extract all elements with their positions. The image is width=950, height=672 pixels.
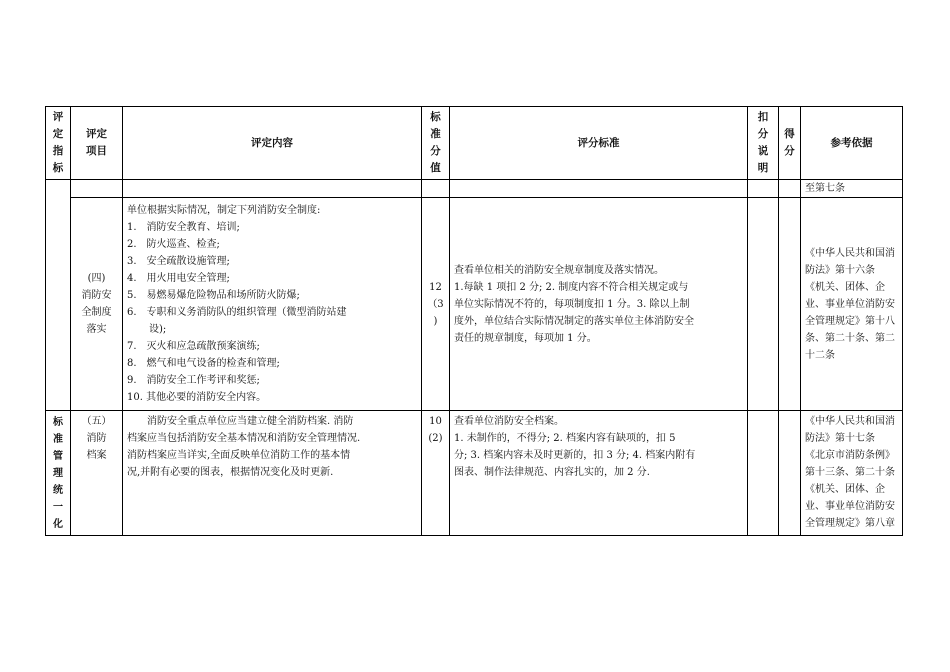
score-cell: 10 (2) — [422, 411, 450, 536]
got-cell — [779, 198, 801, 411]
header-score: 标 准 分 值 — [422, 107, 450, 180]
got-cell — [779, 411, 801, 536]
cell-blank — [123, 180, 422, 198]
item-cell: (四) 消防安 全制度 落实 — [71, 198, 123, 411]
content-cell: 消防安全重点单位应当建立健全消防档案. 消防 档案应当包括消防安全基本情况和消防安全管理情况. 消防档案应当详实,全面反映单位消防工作的基本情 况,并附有必要的图表，根据情况变化及时更新. — [123, 411, 422, 536]
reference-continued: 至第七条 — [801, 180, 903, 198]
header-row — [46, 107, 903, 180]
cell-blank — [779, 180, 801, 198]
header-content: 评定内容 — [123, 107, 422, 180]
content-cell: 单位根据实际情况，制定下列消防安全制度: 1. 消防安全教育、培训; 2. 防火巡查、检查; 3. 安全疏散设施管理; 4. 用火用电安全管理; 5. 易燃易爆危险物品和场所防火防爆; 6. 专职和义务消防队的组织管理（微型消防站建 设); 7. 灭火和应急疏散预案演练; 8. 燃气和电气设备的检查和管理; 9. 消防安全工作考评和奖惩; 10. 其他必要的消防安全内容。 — [123, 198, 422, 411]
table-row — [46, 198, 903, 411]
cell-blank — [748, 180, 779, 198]
item-cell: （五） 消防 档案 — [71, 411, 123, 536]
criteria-cell: 查看单位相关的消防安全规章制度及落实情况。 1.每缺 1 项扣 2 分; 2. 制度内容不符合相关规定或与 单位实际情况不符的，每项制度扣 1 分。3. 除以上制 度外，单位结合实际情况制定的落实单位主体消防安全 责任的规章制度，每项加 1 分。 — [450, 198, 748, 411]
criteria-cell: 查看单位消防安全档案。 1. 未制作的，不得分; 2. 档案内容有缺项的，扣 5 分; 3. 档案内容未及时更新的，扣 3 分; 4. 档案内附有 图表、制作法律规范、内容扎实的，加 2 分. — [450, 411, 748, 536]
header-got: 得 分 — [779, 107, 801, 180]
table-row — [46, 411, 903, 536]
evaluation-table — [45, 106, 903, 536]
indicator-cell-blank — [46, 180, 71, 411]
header-indicator: 评 定 指 标 — [46, 107, 71, 180]
header-deduct: 扣 分 说 明 — [748, 107, 779, 180]
score-cell: 12 （3 ) — [422, 198, 450, 411]
cell-blank — [71, 180, 123, 198]
continued-row — [46, 180, 903, 198]
reference-cell: 《中华人民共和国消 防法》第十七条 《北京市消防条例》 第十三条、第二十条 《机关、团体、企 业、事业单位消防安 全管理规定》第八章 — [801, 411, 903, 536]
header-reference: 参考依据 — [801, 107, 903, 180]
cell-blank — [450, 180, 748, 198]
indicator-cell: 标 准 管 理 统 一 化 — [46, 411, 71, 536]
deduct-cell — [748, 198, 779, 411]
header-criteria: 评分标准 — [450, 107, 748, 180]
cell-blank — [422, 180, 450, 198]
header-item: 评定 项目 — [71, 107, 123, 180]
reference-cell: 《中华人民共和国消 防法》第十六条 《机关、团体、企 业、事业单位消防安 全管理规定》第十八 条、第二十条、第二 十二条 — [801, 198, 903, 411]
deduct-cell — [748, 411, 779, 536]
